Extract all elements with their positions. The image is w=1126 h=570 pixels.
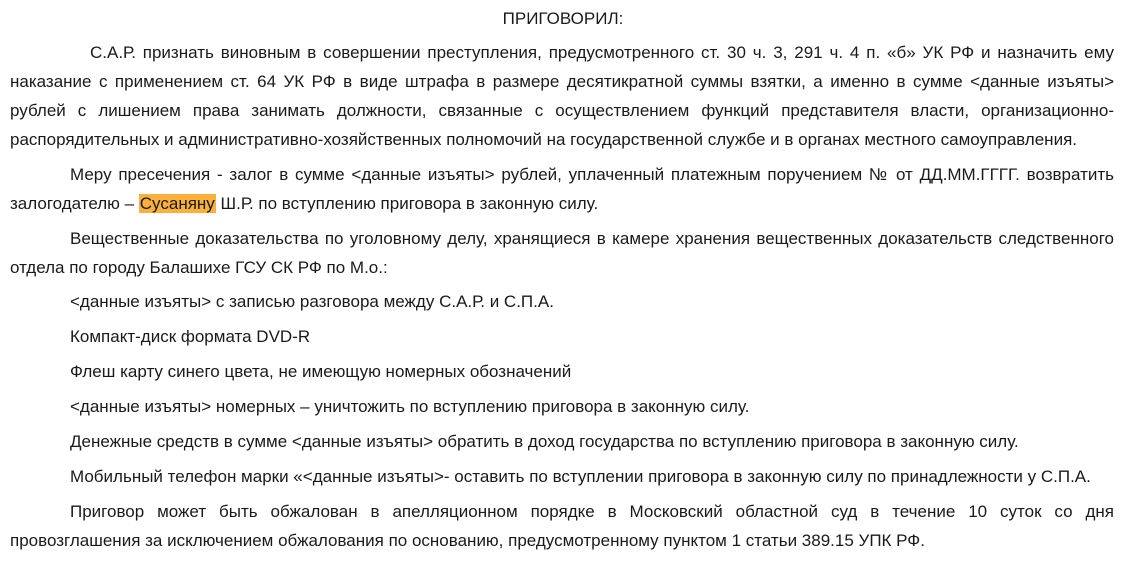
preventive-measure-text: Меру пресечения - залог в сумме <данные изъяты> рублей, уплаченный платежным поручением № от ДД.ММ.ГГГГ. возвратить залогодателю – [10, 165, 1114, 213]
list-item: <данные изъяты> номерных – уничтожить по вступлению приговора в законную силу. [70, 397, 750, 416]
preventive-measure-text-end: Ш.Р. по вступлению приговора в законную силу. [215, 194, 599, 213]
list-item: Денежные средств в сумме <данные изъяты> обратить в доход государства по вступлению приговора в законную силу. [70, 432, 1019, 451]
list-item: Компакт-диск формата DVD-R [70, 327, 311, 346]
paragraph-mobile-phone: Мобильный телефон марки «<данные изъяты>- оставить по вступлении приговора в законную силу по принадлежности у С.П.А. [70, 467, 1091, 486]
list-item: Флеш карту синего цвета, не имеющую номерных обозначений [70, 362, 572, 381]
verdict-heading: ПРИГОВОРИЛ: [502, 9, 624, 28]
paragraph-preventive-measure [10, 160, 1114, 218]
highlighted-name: Сусаняну [139, 194, 215, 213]
list-item: <данные изъяты> с записью разговора между С.А.Р. и С.П.А. [70, 292, 554, 311]
paragraph-appeal: Приговор может быть обжалован в апелляционном порядке в Московский областной суд в течение 10 суток со дня провозглашения за исключением обжалования по основанию, предусмотренному пунктом 1 статьи 389.15 УПК РФ. [10, 502, 1114, 550]
paragraph-evidence: Вещественные доказательства по уголовному делу, хранящиеся в камере хранения вещественных доказательств следственного отдела по городу Балашихе ГСУ СК РФ по М.о.: [10, 229, 1114, 277]
evidence-list [10, 288, 1114, 456]
paragraph-sentence: С.А.Р. признать виновным в совершении преступления, предусмотренного ст. 30 ч. 3, 291 ч. 4 п. «б» УК РФ и назначить ему наказание с применением ст. 64 УК РФ в виде штрафа в размере десятикратной суммы взятки, а именно в сумме <данные изъяты> рублей с лишением права занимать должности, связанные с осуществлением функций представителя власти, организационно-распорядительных и административно-хозяйственных полномочий на государственной службе и в органах местного самоуправления. [10, 43, 1114, 149]
